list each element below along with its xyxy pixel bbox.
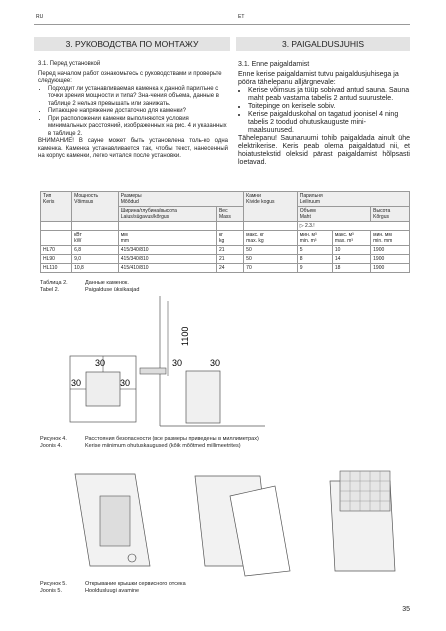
list-item: • Питающее напряжение достаточно для каменки?: [48, 108, 228, 116]
heater-side-view: [186, 371, 220, 423]
cell: 9,0: [72, 255, 119, 264]
caption-text: Данные каменок.: [85, 280, 129, 286]
dim-top: 30: [95, 358, 106, 368]
unit-power: кВт kW: [72, 231, 119, 246]
cell: 9: [297, 264, 332, 273]
cell-empty: [72, 222, 119, 231]
caption-text: Расстояния безопасности (все размеры приведены в миллиметрах): [85, 436, 259, 442]
table-caption: [40, 280, 139, 294]
caption-text: Открывание крышки сервисного отсека: [85, 581, 186, 587]
cell: 5: [297, 246, 332, 255]
figure-service-hatch: [40, 466, 410, 578]
cell: 10,8: [72, 264, 119, 273]
list-item: • Kerise paigalduskohal on tagatud joonisel 4 ning tabelis 2 toodud ohutuskauguste mini-maalsuurused.: [248, 111, 410, 135]
dim-left: 30: [71, 378, 82, 388]
bench: [140, 368, 166, 374]
cell: HL90: [41, 255, 72, 264]
cell: 18: [332, 264, 370, 273]
dim-right: 30: [120, 378, 131, 388]
caption-label: Рисунок 4.: [40, 436, 67, 442]
th-type: Тип Keris: [41, 192, 72, 222]
list-item: • При расположении каменки выполняются условия минимальных расстояний, изображенных на рис. 4 и указанных в таблице 2.: [48, 116, 228, 139]
list-item: • Toitepinge on kerisele sobiv.: [248, 103, 410, 111]
heater-specs-table: [40, 191, 410, 273]
unit-vmin: мин. м³ min. m³: [297, 231, 332, 246]
th-stones: Камни Kivide kogus: [244, 192, 298, 222]
th-dimensions-sub: Ширина/глубина/высота Laius/sügavus/kõrgus: [118, 207, 216, 222]
caption-label: Tabel 2.: [40, 287, 60, 293]
cell: 50: [244, 255, 298, 264]
figure4-caption: [40, 436, 259, 450]
cell: 14: [332, 255, 370, 264]
header-rule: [34, 24, 410, 25]
cell: 1900: [371, 246, 410, 255]
cell: 415/340/810: [118, 246, 216, 255]
intro-text: Enne kerise paigaldamist tutvu paigaldusjuhisega ja pööra tähelepanu alljärgnevale:: [238, 71, 399, 86]
cell: HL70: [41, 246, 72, 255]
dim-side-left: 30: [172, 358, 183, 368]
caption-label: Таблица 2.: [40, 280, 68, 286]
language-code-right: ET: [238, 14, 245, 20]
cell: 1900: [371, 255, 410, 264]
caption-label: Joonis 4.: [40, 443, 63, 449]
list-item: • Kerise võimsus ja tüüp sobivad antud sauna. Sauna maht peab vastama tabelis 2 antud suurustele.: [248, 87, 410, 103]
th-height: Высота Kõrgus: [371, 207, 410, 222]
cell: HL110: [41, 264, 72, 273]
th-sauna-room: Парильня Leiliruum: [297, 192, 409, 207]
table-row: [41, 246, 410, 255]
note-cell: ▷ 2.3.!: [297, 222, 409, 231]
unit-dims: мм mm: [118, 231, 216, 246]
th-dimensions: Размеры Mõõdud: [118, 192, 243, 207]
th-weight: Вес Mass: [216, 207, 243, 222]
language-code-left: RU: [36, 14, 44, 20]
cell-empty: [118, 222, 216, 231]
column-et: [238, 61, 410, 167]
cell: 21: [216, 246, 243, 255]
th-volume: Объем Maht: [297, 207, 370, 222]
th-power: Мощность Võimsus: [72, 192, 119, 222]
caption-text: Kerise miinimum ohutuskaugused (kõik mõõtmed millimeetrites): [85, 443, 241, 449]
cell-empty: [41, 222, 72, 231]
cell: 10: [332, 246, 370, 255]
section-title-ru: 3. РУКОВОДСТВА ПО МОНТАЖУ: [34, 37, 230, 51]
checklist: [238, 87, 410, 135]
page-number: 35: [402, 606, 410, 613]
unit-weight: кг kg: [216, 231, 243, 246]
warning-text: Tähelepanu! Saunaruumi tohib paigaldada ainult ühe elektrikerise. Keris peab olema paigaldatud nii, et hoiatustekstid oleksid pärast paigaldamist hõlpsasti loetavad.: [238, 135, 410, 166]
cell: 50: [244, 246, 298, 255]
subsection-title: 3.1. Enne paigaldamist: [238, 61, 310, 68]
cell: 415/410/810: [118, 264, 216, 273]
table-row: [41, 255, 410, 264]
column-ru: [38, 61, 228, 161]
caption-text: Paigalduse üksikasjad: [85, 287, 140, 293]
unit-stones: макс. кг max. kg: [244, 231, 298, 246]
intro-text: Перед началом работ ознакомьтесь с руководствами и проверьте следующее:: [38, 70, 222, 84]
heater-top-view: [86, 372, 120, 406]
figure-safety-distances: [60, 296, 275, 434]
cell: 24: [216, 264, 243, 273]
checklist: [38, 86, 228, 139]
unit-vmax: макс. м³ max. m³: [332, 231, 370, 246]
dim-height: 1100: [180, 326, 190, 346]
subsection-title: 3.1. Перед установкой: [38, 61, 101, 67]
cell-empty: [216, 222, 243, 231]
cell: 6,8: [72, 246, 119, 255]
section-title-et: 3. PAIGALDUSJUHIS: [236, 37, 410, 51]
list-item: • Подходит ли устанавливаемая каменка к данной парилъне с точки зрения мощности и типа? Зна-чения объема, данные в таблице 2 нельзя превышать или занижать.: [48, 86, 228, 109]
caption-text: Hooldusluugi avamine: [85, 588, 140, 594]
cell-empty: [244, 222, 298, 231]
caption-label: Joonis 5.: [40, 588, 63, 594]
cell: 21: [216, 255, 243, 264]
cell-empty: [41, 231, 72, 246]
figure5-caption: [40, 581, 186, 595]
warning-text: ВНИМАНИЕ! В сауне может быть установлена толь-ко одна каменка. Каменка устанавливается так, чтобы текст, нанесенный на корпус каменки, легко читался после установки.: [38, 138, 228, 159]
cell: 1900: [371, 264, 410, 273]
unit-hmin: мин. мм min. mm: [371, 231, 410, 246]
cell: 70: [244, 264, 298, 273]
cell: 8: [297, 255, 332, 264]
table-row: [41, 264, 410, 273]
caption-label: Рисунок 5.: [40, 581, 67, 587]
cell: 415/340/810: [118, 255, 216, 264]
dim-side-right: 30: [210, 358, 221, 368]
